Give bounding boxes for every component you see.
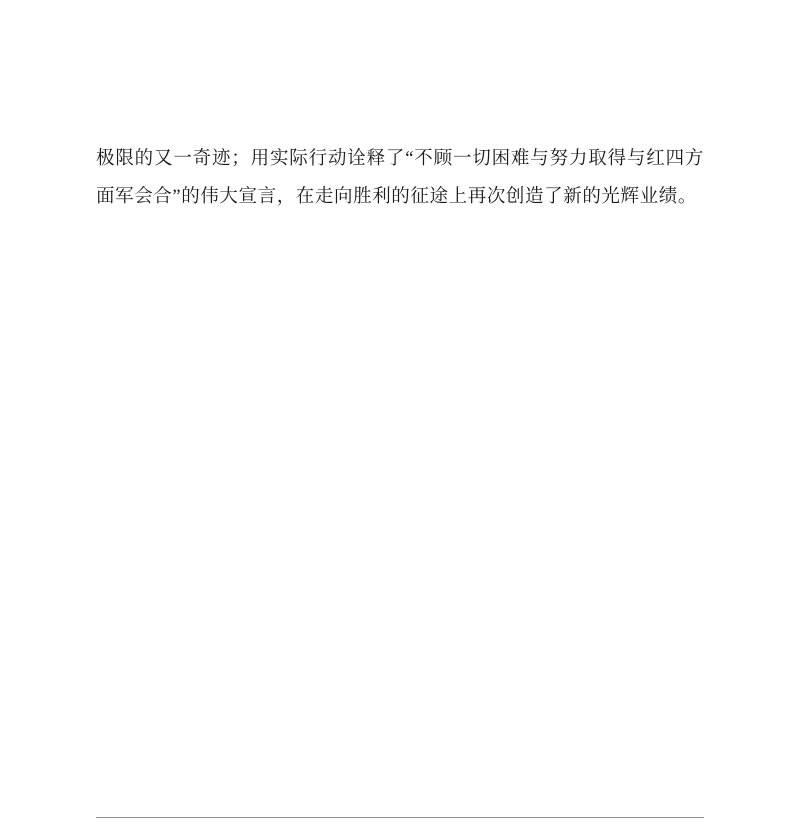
page-footer [96,818,704,830]
body-paragraph: 极限的又一奇迹；用实际行动诠释了“不顾一切困难与努力取得与红四方面军会合”的伟大宣言，在走向胜利的征途上再次创造了新的光辉业绩。 [96,149,704,207]
page-body [96,140,704,216]
